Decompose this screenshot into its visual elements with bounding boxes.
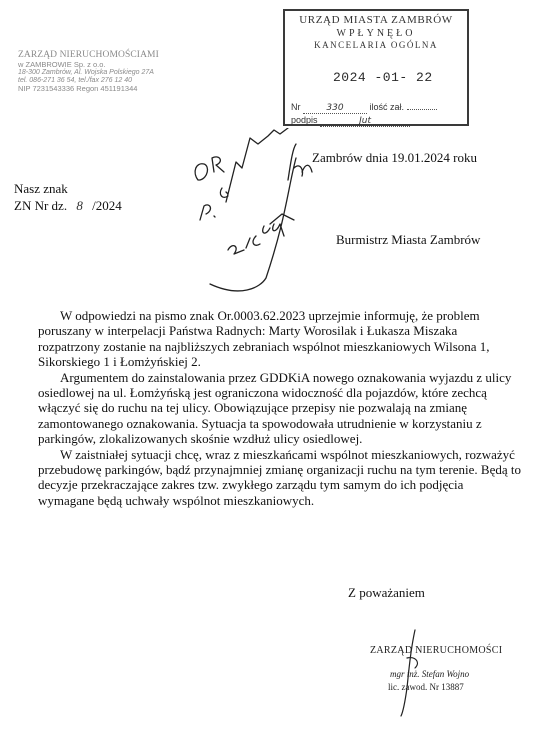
inbox-stamp-signature-row bbox=[291, 115, 410, 127]
inbox-stamp-signature-label: podpis bbox=[291, 115, 318, 125]
sender-stamp-line: NIP 7231543336 Regon 451191344 bbox=[18, 83, 138, 93]
inbox-stamp-nr-label: Nr bbox=[291, 102, 301, 112]
sender-stamp-line: ZARZĄD NIERUCHOMOŚCIAMI bbox=[18, 50, 159, 60]
signature-stamp bbox=[370, 645, 520, 692]
signature-stamp-org: ZARZĄD NIERUCHOMOŚCI bbox=[370, 645, 503, 656]
sender-stamp-line: tel. 086-271 36 54, tel./fax 276 12 40 bbox=[18, 76, 133, 84]
reference-prefix: ZN Nr dz. bbox=[14, 198, 68, 213]
body-paragraph: W odpowiedzi na pismo znak Or.0003.62.2023 uprzejmie informuję, że problem poruszany w interpelacji Państwa Radnych: Marty Worosilak i Łukasza Miszaka rozpatrzony zostanie na najbliższych zebraniach wspólnot mieszkaniowych Wilsona 1, Sikorskiego 1 i Łomżyńskiej 2. bbox=[38, 308, 490, 370]
inbox-stamp-office: URZĄD MIASTA ZAMBRÓW bbox=[299, 14, 453, 26]
letter-date: Zambrów dnia 19.01.2024 roku bbox=[312, 150, 478, 165]
inbox-stamp-received: WPŁYNĘŁO bbox=[336, 28, 416, 39]
sender-stamp bbox=[18, 50, 190, 93]
inbox-stamp-nr-value: 330 bbox=[326, 103, 344, 113]
reference-handwritten-number: 8 bbox=[76, 198, 83, 213]
recipient: Burmistrz Miasta Zambrów bbox=[336, 232, 481, 247]
sender-stamp-line: w ZAMBROWIE Sp. z o.o. bbox=[18, 59, 106, 69]
inbox-stamp-date: 2024 -01- 22 bbox=[333, 70, 433, 85]
reference-label: Nasz znak bbox=[14, 181, 68, 196]
sender-stamp-line: 18-300 Zambrów, Al. Wojska Polskiego 27A bbox=[18, 69, 154, 77]
closing-salutation: Z poważaniem bbox=[348, 585, 425, 600]
inbox-stamp-attachments-label: ilość zał. bbox=[369, 102, 405, 112]
inbox-stamp-department: KANCELARIA OGÓLNA bbox=[314, 40, 438, 50]
body-paragraph: W zaistniałej sytuacji chcę, wraz z mieszkańcami wspólnot mieszkaniowych, rozważyć przebudowę parkingów, bądź przynajmniej zmianę organizacji ruchu na tym terenie. Będą to decyzje przekraczające zakres tzw. zwykłego zarządu tym samym do ich podjęcia wymagane będą uchwały wspólnot mieszkaniowych. bbox=[38, 446, 521, 508]
inbox-stamp-signature-value: Jut bbox=[359, 116, 371, 126]
signature-stamp-license: lic. zawod. Nr 13887 bbox=[388, 682, 464, 692]
reference-suffix: /2024 bbox=[92, 198, 122, 213]
handwritten-annotation bbox=[170, 128, 320, 298]
signature-stamp-name: mgr inż. Stefan Wojno bbox=[390, 669, 470, 679]
inbox-stamp-number-row bbox=[291, 102, 437, 114]
body-paragraph: Argumentem do zainstalowania przez GDDKiA nowego oznakowania wyjazdu z ulicy osiedlowej na ul. Łomżyńską jest ograniczona widoczność dla pojazdów, które zechcą włączyć się do ruchu na tej ulicy. Obowiązujące przepisy nie pozwalają na zmianę zamontowanego oznakowania. Sytuacja ta spowodowała utrudnienie w korzystaniu z parkingów, zlokalizowanych skośnie wzdłuż ulicy osiedlowej. bbox=[38, 369, 512, 447]
letter-body bbox=[38, 308, 522, 508]
reference-number bbox=[14, 198, 122, 214]
inbox-stamp bbox=[283, 9, 469, 126]
